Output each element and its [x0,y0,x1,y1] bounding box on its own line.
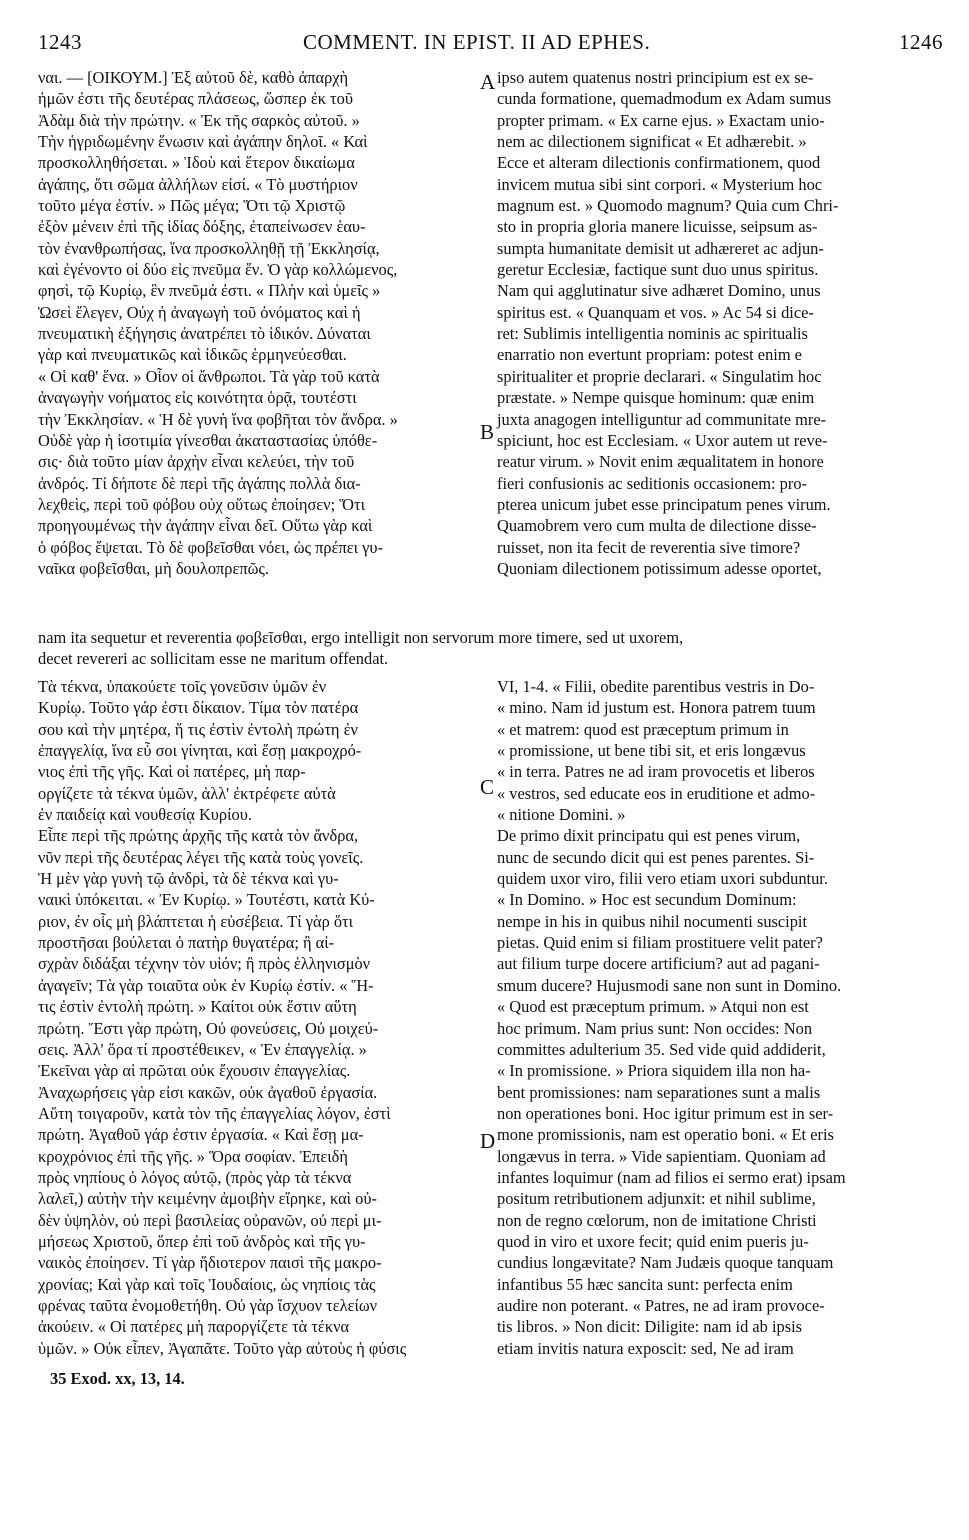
latin-text-line: quod in viro et uxore fecit; quid enim pueris ju- [497,1231,809,1251]
greek-text-line: ἀναγωγὴν νοήματος εἰς κοινότητα ὁρᾷ, τουτέστι [38,388,357,408]
latin-column-top [497,67,943,579]
greek-text-line: ναῖκα φοβεῖσθαι, μὴ δουλοπρεπῶς. [38,558,269,578]
greek-text-line: προστῆσαι βούλεται ὁ πατὴρ θυγατέρα; ἢ αἰ- [38,933,335,953]
greek-text-line: σχρὰν διδάξαι τέχνην τὸν υἱόν; ἢ πρὸς ἑλληνισμὸν [38,954,371,974]
greek-text-line: κροχρόνιος ἐπὶ τῆς γῆς. » Ὅρα σοφίαν. Ἐπειδὴ [38,1146,348,1166]
latin-text-line: sto in propria gloria manere licuisse, seipsum as- [497,217,818,237]
latin-text-line: VI, 1-4. « Filii, obedite parentibus vestris in Do- [497,677,815,696]
greek-text-line: Ἀναχωρήσεις γὰρ εἰσι κακῶν, οὐκ ἀγαθοῦ ἐργασία. [38,1082,378,1102]
greek-text-line: ἐπαγγελίᾳ, ἵνα εὖ σοι γίνηται, καὶ ἔσῃ μακροχρό- [38,741,362,761]
full-width-text [38,627,943,670]
section-marker-b: B [480,420,495,444]
latin-text-line: spiritus est. « Quanquam et vos. » Ac 54 si dice- [497,302,814,322]
latin-text-line: positum retributionem adjunxit: et nihil sublime, [497,1189,816,1209]
latin-text-line: invicem mutua sibi sint corpori. « Mysterium hoc [497,174,823,194]
full-width-line: decet revereri ac sollicitam esse ne maritum offendat. [38,649,389,669]
greek-text-line: Τὰ τέκνα, ὑπακούετε τοῖς γονεῦσιν ὑμῶν ἐν [38,677,327,696]
greek-text-line: σεις. Ἀλλ' ὅρα τί προστέθεικεν, « Ἐν ἐπαγγελίᾳ. » [38,1039,367,1059]
greek-column-top [38,67,484,579]
greek-text-line: σου καὶ τὴν μητέρα, ἥ τις ἐστὶν ἐντολὴ πρώτη ἐν [38,719,358,739]
latin-text-line: cunda formatione, quemadmodum ex Adam sumus [497,89,832,109]
latin-text-line: « mino. Nam id justum est. Honora patrem tuum [497,698,816,718]
latin-text-line: cundius longævitate? Nam Judæis quoque tanquam [497,1253,834,1273]
latin-text-line: juxta anagogen intelliguntur ad communitate mre- [497,409,827,429]
latin-text-line: quidem uxor viro, filii vero etiam uxori subduntur. [497,869,828,889]
latin-text-line: pterea unicum jubet esse principatum penes virum. [497,494,831,514]
greek-text-line: ναικὸς ἐποίησεν. Τί γὰρ ἥδιοτερον παισὶ τῆς μακρο- [38,1253,382,1273]
latin-text-line: pietas. Quid enim si filiam prostituere velit pater? [497,933,823,953]
greek-text-line: Ἐκεῖναι γὰρ αἱ πρῶται οὐκ ἔχουσιν ἐπαγγελίας. [38,1061,351,1081]
latin-text-line: Quoniam dilectionem potissimum adesse oportet, [497,558,822,578]
greek-text-line: Οὐδὲ γὰρ ἡ ἰσοτιμία γίνεσθαι ἀκαταστασίας ὑπόθε- [38,430,378,450]
latin-text-line: propter primam. « Ex carne ejus. » Exactam unio- [497,110,825,130]
latin-text-line: non de regno cœlorum, non de imitatione Christi [497,1210,817,1230]
greek-text-line: πρὸς νηπίους ὁ λόγος αὐτῷ, (πρὸς γὰρ τὰ τέκνα [38,1167,352,1187]
column-number-right: 1246 [899,30,943,54]
latin-text-line: Ecce et alteram dilectionis confirmationem, quod [497,153,821,173]
latin-text-line: ipso autem quatenus nostri principium est ex se- [497,68,814,87]
greek-text-line: Ἀδὰμ διὰ τὴν πρώτην. « Ἐκ τῆς σαρκὸς αὐτοῦ. » [38,110,360,130]
latin-text-line: « promissione, ut bene tibi sit, et eris longævus [497,741,806,761]
greek-text-line: γὰρ καὶ πνευματικῶς καὶ ἰδικῶς ἑρμηνεύεσθαι. [38,345,347,365]
greek-text-line: φρένας ταῦτα ἐνομοθετήθη. Οὐ γὰρ ἴσχυον τελείων [38,1295,378,1315]
greek-text-line: τὴν Ἐκκλησίαν. « Ἡ δὲ γυνὴ ἵνα φοβῆται τὸν ἄνδρα. » [38,409,398,429]
latin-text-line: reatur virum. » Novit enim æqualitatem in honore [497,452,824,472]
greek-text-line: ναικὶ ὑπόκειται. « Ἐν Κυρίῳ. » Τουτέστι, κατὰ Κύ- [38,890,375,910]
greek-text-line: Κυρίῳ. Τοῦτο γάρ ἐστι δίκαιον. Τίμα τὸν πατέρα [38,698,359,718]
greek-text-line: Ἡ μὲν γὰρ γυνὴ τῷ ἀνδρὶ, τὰ δὲ τέκνα καὶ γυ- [38,869,339,889]
column-number-left: 1243 [38,30,82,54]
latin-text-line: nempe in his in quibus nihil nocumenti suscipit [497,911,808,931]
greek-text-line: προηγουμένως τὴν ἀγάπην εἶναι δεῖ. Οὕτω γὰρ καὶ [38,516,373,536]
latin-text-line: audire non poterant. « Patres, ne ad iram provoce- [497,1295,825,1315]
greek-text-line: Εἶπε περὶ τῆς πρώτης ἀρχῆς τῆς κατὰ τὸν ἄνδρα, [38,826,359,846]
greek-text-line: ἀγαγεῖν; Τὰ γὰρ τοιαῦτα οὐκ ἐν Κυρίῳ ἐστίν. « Ἥ- [38,975,374,995]
greek-text-line: ριον, ἐν οἷς μὴ βλάπτεται ἡ εὐσέβεια. Τί γὰρ ὅτι [38,911,354,931]
greek-text-line: Αὕτη τοιγαροῦν, κατὰ τὸν τῆς ἐπαγγελίας λόγον, ἐστὶ [38,1103,391,1123]
greek-text-line: Τὴν ἡγριδωμένην ἕνωσιν καὶ ἀγάπην δηλοῖ. « Καὶ [38,132,368,152]
page-header [38,30,943,60]
greek-text-line: λαλεῖ,) αὐτὴν τὴν κειμένην ἀμοιβὴν εἴρηκε, καὶ οὐ- [38,1189,377,1209]
greek-text-line: ἀκούειν. « Οἱ πατέρες μὴ παροργίζετε τὰ τέκνα [38,1317,350,1337]
greek-text-line: φησὶ, τῷ Κυρίῳ, ἓν πνεῦμά ἐστι. « Πλὴν καὶ ὑμεῖς » [38,281,381,301]
latin-text-line: tis libros. » Non dicit: Diligite: nam id ab ipsis [497,1317,803,1337]
latin-text-line: spiritualiter et proprie declarari. « Singulatim hoc [497,366,822,386]
greek-text-line: σις· διὰ τοῦτο μίαν ἀρχὴν εἶναι κελεύει, τὴν τοῦ [38,452,355,472]
section-marker-d: D [480,1129,496,1153]
latin-text-line: « Quod est præceptum primum. » Atqui non est [497,997,809,1017]
greek-text-line: Ὡσεὶ ἔλεγεν, Οὐχ ἡ ἀναγωγὴ τοῦ ὀνόματος καὶ ἡ [38,302,361,322]
latin-text-line: « In promissione. » Priora siquidem illa non ha- [497,1061,811,1081]
section-marker-a: A [480,70,496,94]
footnote: 35 Exod. xx, 13, 14. [50,1369,185,1388]
greek-text-line: δὲν ὑψηλὸν, οὐ περὶ βασιλείας οὐρανῶν, οὐ περὶ μι- [38,1210,382,1230]
latin-text-line: aut filium turpe docere artificium? aut ad pagani- [497,954,820,974]
latin-text-line: nunc de secundo dicit qui est penes parentes. Si- [497,847,815,867]
latin-text-line: « In Domino. » Hoc est secundum Dominum: [497,890,797,910]
greek-text-line: πρώτη. Ἔστι γὰρ πρώτη, Οὐ φονεύσεις, Οὐ μοιχεύ- [38,1018,379,1038]
greek-text-line: τὸν ἐνανθρωπήσας, ἵνα προσκολληθῇ τῇ Ἐκκλησίᾳ, [38,238,380,258]
latin-text-line: infantibus 55 hæc sancita sunt: perfecta enim [497,1274,793,1294]
latin-text-line: etiam invitis natura exposcit: sed, Ne ad iram [497,1338,794,1358]
latin-text-line: smum ducere? Hujusmodi sane non sunt in Domino. [497,975,842,995]
greek-text-line: ἀνδρός. Τί δήποτε δὲ περὶ τῆς ἀγάπης πολλὰ δια- [38,473,361,493]
latin-text-line: non operationes boni. Hoc igitur primum est in ser- [497,1103,834,1123]
greek-text-line: ἀγάπης, ὅτι σῶμα ἀλλήλων εἰσί. « Τὸ μυστήριον [38,174,358,194]
greek-text-line: ὑμῶν. » Οὐκ εἶπεν, Ἀγαπᾶτε. Τοῦτο γὰρ αὐτοὺς ἡ φύσις [38,1338,407,1358]
latin-column-bottom [497,676,943,1359]
greek-text-line: μήσεως Χριστοῦ, ὅπερ ἐπὶ τοῦ ἀνδρὸς καὶ τῆς γυ- [38,1231,366,1251]
full-width-line: nam ita sequetur et reverentia φοβεῖσθαι, ergo intelligit non servorum more timere, sed ut uxorem, [38,628,684,647]
latin-text-line: fieri confusionis ac seditionis occasionem: pro- [497,473,807,493]
greek-text-line: ἡμῶν ἐστι τῆς δευτέρας πλάσεως, ὥσπερ ἐκ τοῦ [38,89,353,109]
running-title: COMMENT. IN EPIST. II AD EPHES. [303,30,651,54]
greek-text-line: ναι. — [ΟΙΚΟΥΜ.] Ἐξ αὐτοῦ δὲ, καθὸ ἀπαρχὴ [38,68,349,87]
greek-text-line: νῦν περὶ τῆς δευτέρας λέγει τῆς κατὰ τοὺς γονεῖς. [38,847,364,867]
latin-text-line: ret: Sublimis intelligentia nominis ac spiritualis [497,324,808,344]
section-marker-c: C [480,775,495,799]
greek-text-line: τοῦτο μέγα ἐστίν. » Πῶς μέγα; Ὅτι τῷ Χριστῷ [38,196,346,216]
latin-text-line: « vestros, sed educate eos in eruditione et admo- [497,783,816,803]
greek-text-line: ἐξὸν μένειν ἐπὶ τῆς ἰδίας δόξης, ἐταπείνωσεν ἑαυ- [38,217,366,237]
latin-text-line: spiciunt, hoc est Ecclesiam. « Uxor autem ut reve- [497,430,828,450]
latin-text-line: Quamobrem vero cum multa de dilectione disse- [497,516,817,536]
latin-text-line: hoc primum. Nam prius sunt: Non occides: Non [497,1018,813,1038]
latin-text-line: committes adulterium 35. Sed vide quid addiderit, [497,1039,826,1059]
latin-text-line: mone promissionis, nam est operatio boni. « Et eris [497,1125,834,1145]
latin-text-line: ruisset, non ita fecit de reverentia sive timore? [497,537,801,557]
latin-text-line: De primo dixit principatu qui est penes virum, [497,826,801,846]
greek-text-line: « Οἱ καθ' ἕνα. » Οἷον οἱ ἄνθρωποι. Τὰ γὰρ τοῦ κατὰ [38,366,380,386]
greek-text-line: τις ἐστὶν ἐντολὴ πρώτη. » Καίτοι οὐκ ἔστιν αὕτη [38,997,357,1017]
latin-text-line: magnum est. » Quomodo magnum? Quia cum Chri- [497,196,839,216]
greek-text-line: οργίζετε τὰ τέκνα ὑμῶν, ἀλλ' ἐκτρέφετε αὐτὰ [38,783,336,803]
latin-text-line: « nitione Domini. » [497,805,626,825]
latin-text-line: longævus in terra. » Vide sapientiam. Quoniam ad [497,1146,826,1166]
greek-text-line: νιος ἐπὶ τῆς γῆς. Καὶ οἱ πατέρες, μὴ παρ- [38,762,306,782]
latin-text-line: bent promissiones: nam separationes sunt a malis [497,1082,821,1102]
greek-text-line: καὶ ἐγένοντο οἱ δύο εἰς πνεῦμα ἕν. Ὁ γὰρ κολλώμενος, [38,260,398,280]
greek-text-line: ἐν παιδείᾳ καὶ νουθεσίᾳ Κυρίου. [38,805,252,825]
greek-text-line: ὁ φόβος ἕψεται. Τὸ δὲ φοβεῖσθαι νόει, ὡς πρέπει γυ- [38,537,383,557]
latin-text-line: præstate. » Nempe quisque hominum: quæ enim [497,388,815,408]
greek-text-line: προσκολληθήσεται. » Ἰδοὺ καὶ ἕτερον δικαίωμα [38,153,355,173]
greek-text-line: λεχθεὶς, περὶ τοῦ φόβου οὐχ οὕτως ἐποίησεν; Ὅτι [38,494,365,514]
latin-text-line: « et matrem: quod est præceptum primum in [497,719,789,739]
latin-text-line: enarratio non evertunt propriam: potest enim e [497,345,802,365]
latin-text-line: sumpta humanitate demisit ut adhæreret ac adjun- [497,238,824,258]
greek-text-line: χρονίας; Καὶ γὰρ καὶ τοῖς Ἰουδαίοις, ὡς νηπίοις τὰς [38,1274,376,1294]
latin-text-line: nem ac dilectionem significat « Et adhærebit. » [497,132,807,152]
latin-text-line: Nam qui agglutinatur sive adhæret Domino, unus [497,281,821,301]
latin-text-line: « in terra. Patres ne ad iram provocetis et liberos [497,762,815,782]
latin-text-line: infantes loquimur (nam ad filios ei sermo erat) ipsam [497,1167,846,1187]
greek-text-line: πρώτη. Ἀγαθοῦ γάρ ἐστιν ἐργασία. « Καὶ ἔσῃ μα- [38,1125,364,1145]
greek-column-bottom [38,676,484,1359]
latin-text-line: geretur Ecclesiæ, factique sunt duo unus spiritus. [497,260,819,280]
greek-text-line: πνευματικὴ ἐξήγησις ἀνατρέπει τὸ ἰδικόν. Δύναται [38,324,371,344]
